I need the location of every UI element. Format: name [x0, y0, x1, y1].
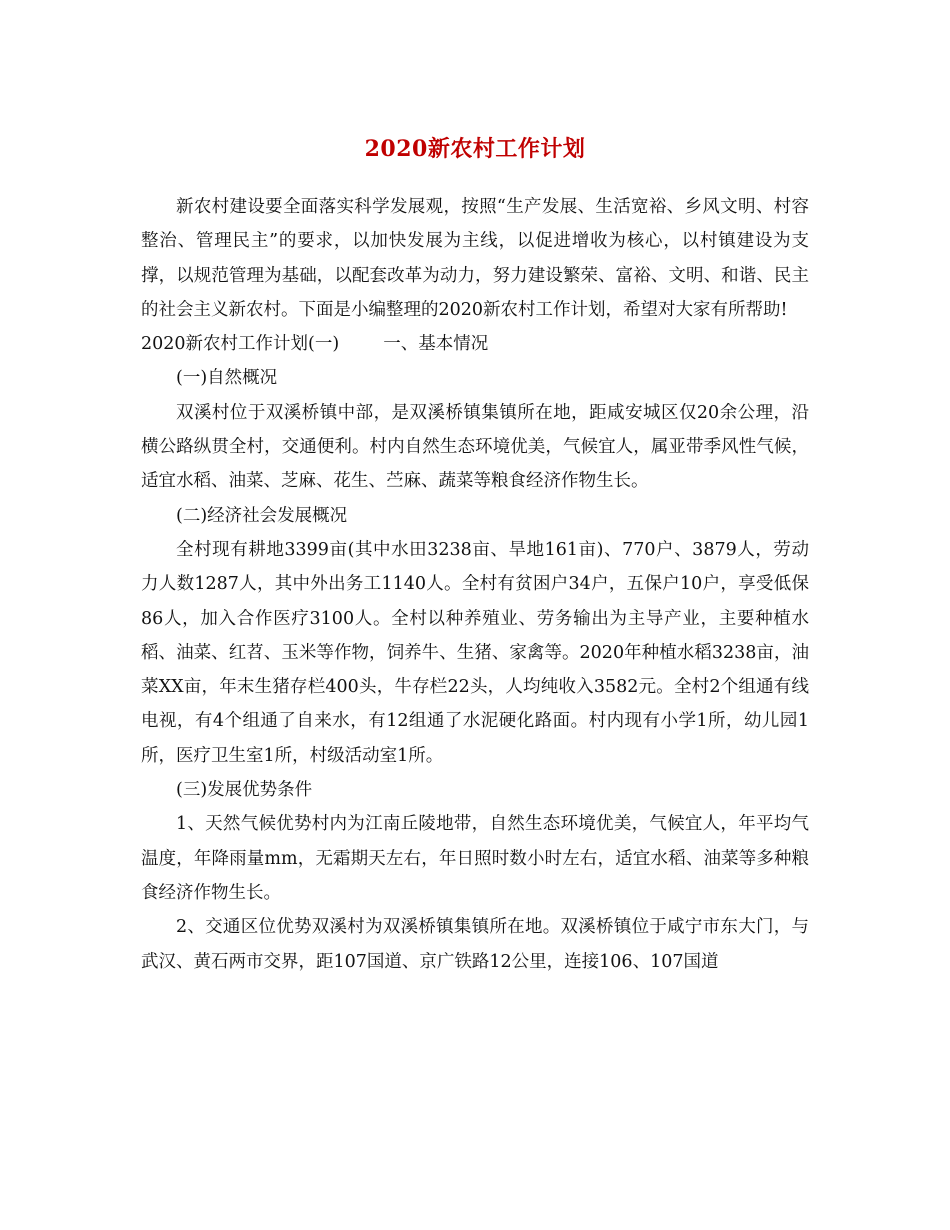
natural-overview-paragraph: 双溪村位于双溪桥镇中部，是双溪桥镇集镇所在地，距咸安城区仅20余公理，沿横公路纵贯全村，交通便利。村内自然生态环境优美，气候宜人，属亚带季风性气候，适宜水稻、油菜、芝麻、花生、苎麻、蔬菜等粮食经济作物生长。 [141, 402, 809, 492]
section-heading-line [141, 327, 809, 361]
advantages-heading: (三)发展优势条件 [176, 780, 313, 801]
transport-advantage-paragraph: 2、交通区位优势双溪村为双溪桥镇集镇所在地。双溪桥镇位于咸宁市东大门，与武汉、黄石两市交界，距107国道、京广铁路12公里，连接106、107国道 [141, 917, 809, 972]
climate-advantage-paragraph: 1、天然气候优势村内为江南丘陵地带，自然生态环境优美，气候宜人，年平均气温度，年降雨量mm，无霜期天左右，年日照时数小时左右，适宜水稻、油菜等多种粮食经济作物生长。 [141, 814, 809, 903]
natural-overview-heading: (一)自然概况 [176, 368, 278, 389]
economy-overview-heading: (二)经济社会发展概况 [176, 505, 348, 526]
basic-situation-heading: 一、基本情况 [383, 334, 489, 355]
document-title: 2020新农村工作计划 [364, 136, 586, 162]
section-1-heading: 2020新农村工作计划(一) [141, 334, 340, 355]
economy-overview-paragraph: 全村现有耕地3399亩(其中水田3238亩、旱地161亩)、770户、3879人，劳动力人数1287人，其中外出务工1140人。全村有贫困户34户，五保户10户，享受低保86人，加入合作医疗3100人。全村以种养殖业、劳务输出为主导产业，主要种植水稻、油菜、红苕、玉米等作物，饲养牛、生猪、家禽等。2020年种植水稻3238亩，油菜XX亩，年末生猪存栏400头，牛存栏22头，人均纯收入3582元。全村2个组通有线电视，有4个组通了自来水，有12组通了水泥硬化路面。村内现有小学1所，幼儿园1所，医疗卫生室1所，村级活动室1所。 [141, 539, 809, 766]
intro-paragraph: 新农村建设要全面落实科学发展观，按照“生产发展、生活宽裕、乡风文明、村容整治、管理民主”的要求，以加快发展为主线，以促进增收为核心，以村镇建设为支撑，以规范管理为基础，以配套改革为动力，努力建设繁荣、富裕、文明、和谐、民主的社会主义新农村。下面是小编整理的2020新农村工作计划，希望对大家有所帮助! [141, 197, 809, 320]
document-body [141, 190, 809, 979]
